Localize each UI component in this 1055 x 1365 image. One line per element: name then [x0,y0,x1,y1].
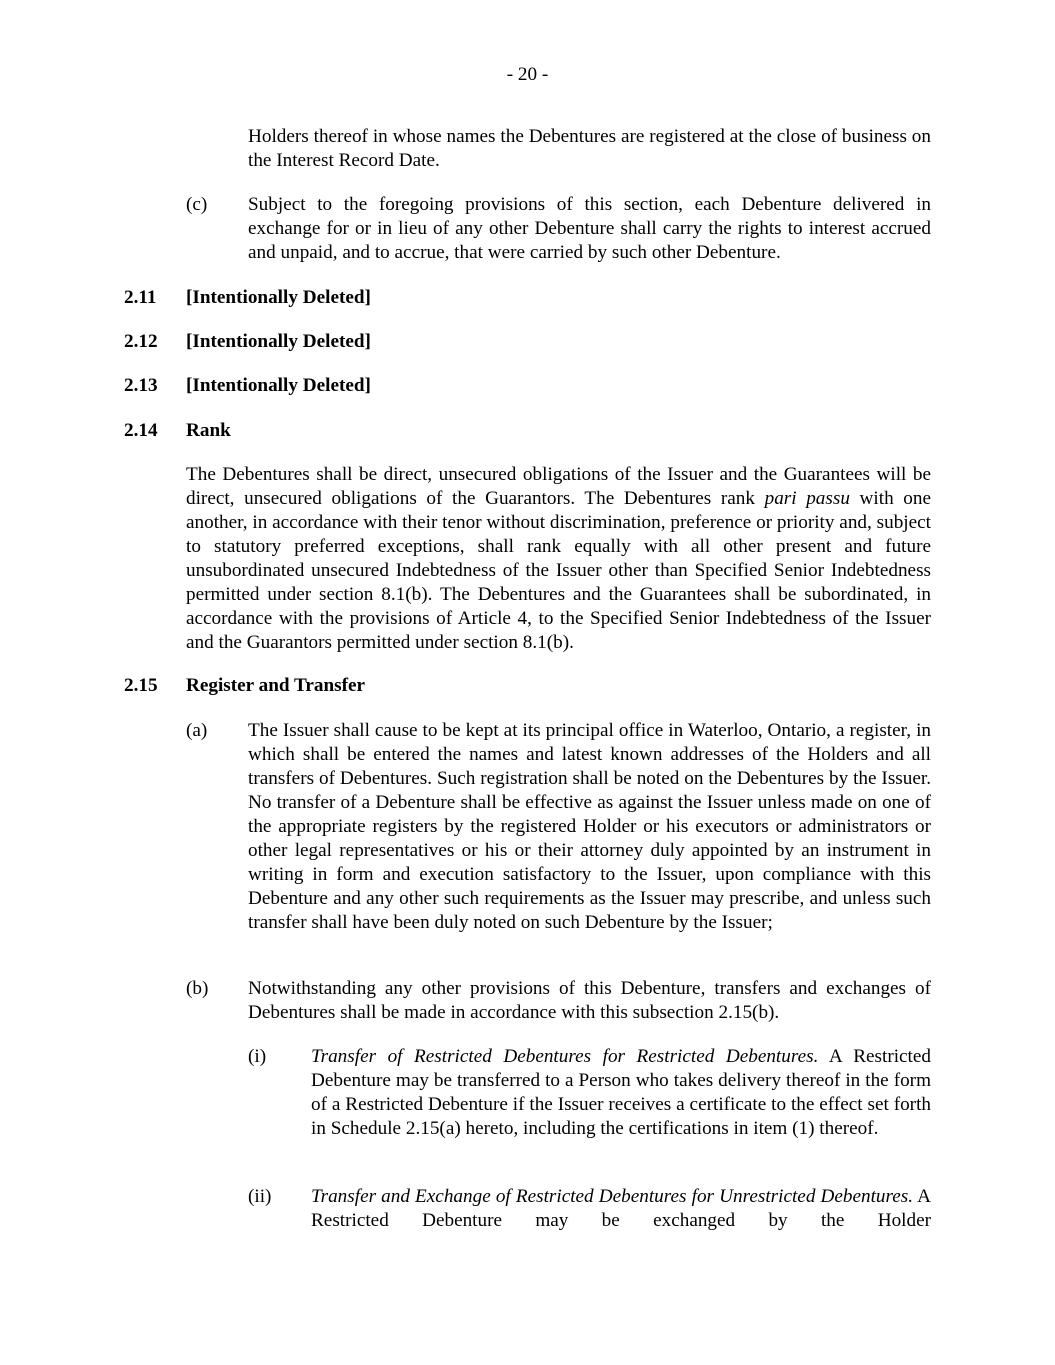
sub-item-ii-body: A Restricted Debenture may be exchanged by the Holder [311,1186,931,1231]
section-number: 2.11 [124,287,157,308]
item-c-text: Subject to the foregoing provisions of this section, each Debenture delivered in exchange for or in lieu of any other Debenture shall carry the rights to interest accrued and unpaid, and to accrue, that were carried by such other Debenture. [248,194,931,263]
page-number: - 20 - [506,64,549,85]
section-number: 2.14 [124,420,158,441]
register-item-a-label: (a) [186,720,208,741]
section-number: 2.13 [124,375,158,396]
register-item-a-text: The Issuer shall cause to be kept at its principal office in Waterloo, Ontario, a register, in which shall be entered the names and latest known addresses of the Holders and all transfers of Debentures. Such registration shall be noted on the Debentures by the Issuer. No transfer of a Debenture shall be effective as against the Issuer unless made on one of the appropriate registers by the registered Holder or his executors or administrators or other legal representatives or his or their attorney duly appointed by an instrument in writing in form and execution satisfactory to the Issuer, upon compliance with this Debenture and any other such requirements as the Issuer may prescribe, and unless such transfer shall have been duly noted on such Debenture by the Issuer; [248,720,931,933]
register-item-b-label: (b) [186,978,209,999]
continuation-paragraph: Holders thereof in whose names the Debentures are registered at the close of business on the Interest Record Date. [248,126,931,171]
section-number: 2.15 [124,675,158,696]
sub-item-i-heading: Transfer of Restricted Debentures for Restricted Debentures. [311,1046,819,1067]
section-title: Register and Transfer [186,675,366,696]
sub-item-ii-text [311,1185,931,1233]
section-number: 2.12 [124,331,158,352]
register-item-b-text: Notwithstanding any other provisions of this Debenture, transfers and exchanges of Debentures shall be made in accordance with this subsection 2.15(b). [248,978,931,1023]
section-title: Rank [186,420,231,441]
rank-paragraph [186,463,931,655]
section-title: [Intentionally Deleted] [186,375,371,396]
rank-text-end: with one another, in accordance with their tenor without discrimination, preference or priority and, subject to statutory preferred exceptions, shall rank equally with all other present and future unsubordinated unsecured Indebtedness of the Issuer other than Specified Senior Indebtedness permitted under section 8.1(b). The Debentures and the Guarantees shall be subordinated, in accordance with the provisions of Article 4, to the Specified Senior Indebtedness of the Issuer and the Guarantors permitted under section 8.1(b). [186,488,931,653]
sub-item-ii-label: (ii) [248,1186,272,1207]
section-title: [Intentionally Deleted] [186,331,371,352]
item-c-label: (c) [186,194,208,215]
section-title: [Intentionally Deleted] [186,287,371,308]
sub-item-ii-heading: Transfer and Exchange of Restricted Debentures for Unrestricted Debentures. [311,1186,914,1207]
sub-item-i-label: (i) [248,1046,267,1067]
rank-italic-term: pari passu [764,488,850,509]
sub-item-i-text [311,1045,931,1141]
rank-text-start: The Debentures shall be direct, unsecured obligations of the Issuer and the Guarantees will be direct, unsecured obligations of the Guarantors. The Debentures rank [186,464,931,509]
sub-item-i-body: A Restricted Debenture may be transferred to a Person who takes delivery thereof in the form of a Restricted Debenture if the Issuer receives a certificate to the effect set forth in Schedule 2.15(a) hereto, including the certifications in item (1) thereof. [311,1046,931,1139]
